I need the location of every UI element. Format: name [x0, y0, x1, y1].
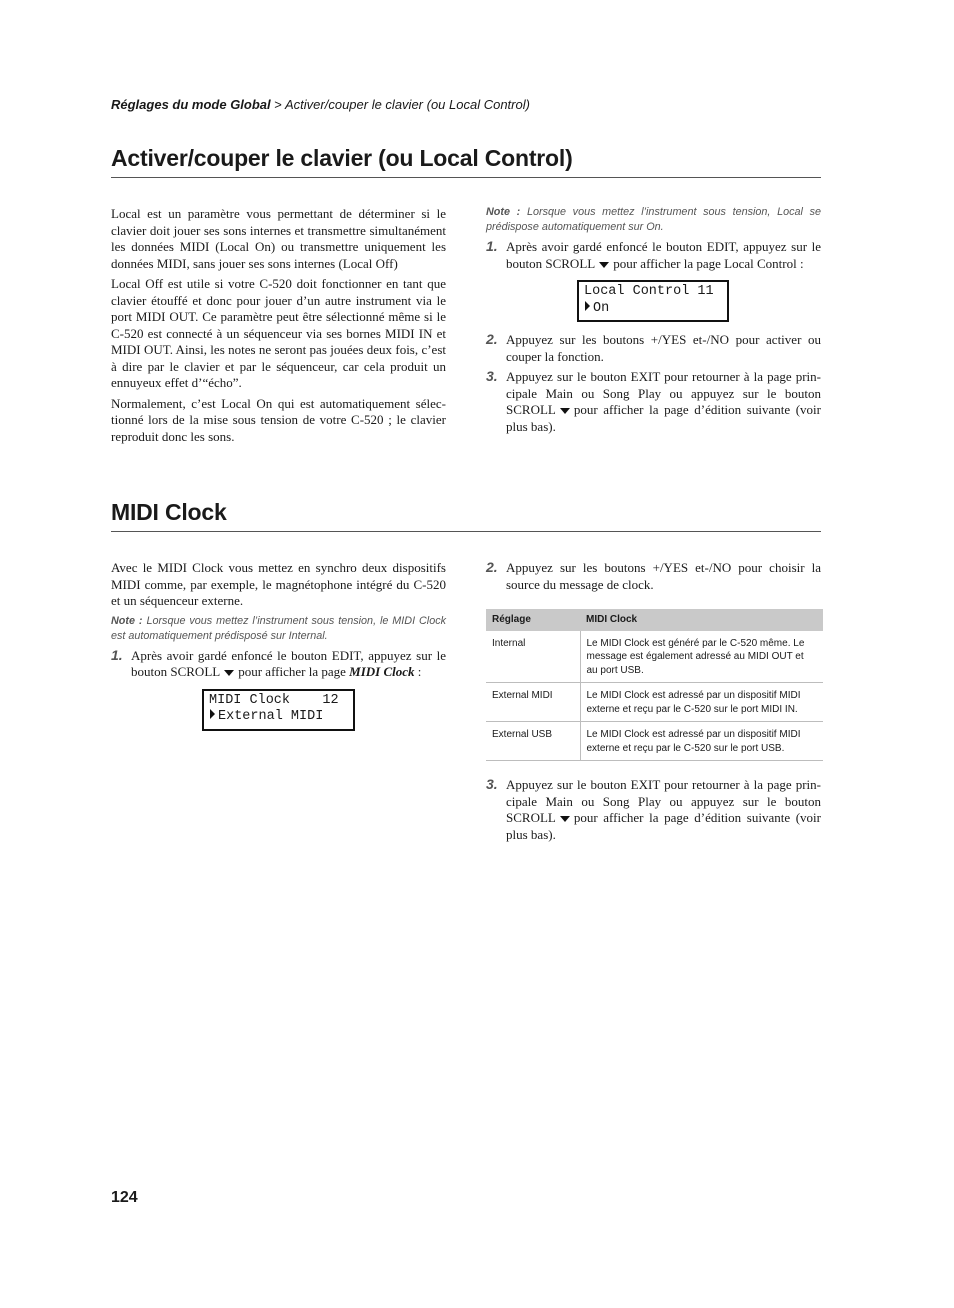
step-text: Après avoir gardé enfoncé le bouton EDIT, appuyez sur le bouton SCROLL	[506, 239, 821, 271]
step-item	[486, 560, 821, 593]
step-number: 3.	[486, 776, 498, 792]
step-text: Appuyez sur le bouton EXIT pour retourner à la page principale Main ou Song Play ou appuyez sur le bouton SCROLL	[506, 777, 821, 825]
step-item	[486, 239, 821, 272]
table-row	[486, 683, 823, 722]
midi-clock-table	[486, 609, 823, 761]
midi-clock-steps	[486, 560, 823, 847]
step-number: 1.	[486, 238, 498, 254]
note-text: Lorsque vous mettez l’instrument sous tension, le MIDI Clock est automatiquement prédisposé sur Internal.	[111, 614, 447, 642]
page-name: MIDI Clock	[349, 664, 415, 679]
table-cell: Internal	[486, 631, 580, 683]
table-cell: Le MIDI Clock est adressé par un dispositif MIDI externe et reçu par le C-520 sur le port USB.	[580, 722, 823, 761]
breadcrumb-section: Réglages du mode Global	[111, 97, 271, 112]
table-row	[486, 722, 823, 761]
paragraph: Avec le MIDI Clock vous mettez en synchro deux dispositifs MIDI comme, par exemple, le magnétophone intégré du C-520 et un séquenceur externe.	[111, 560, 446, 608]
table-cell: Le MIDI Clock est généré par le C-520 même. Le message est également adressé au MIDI OUT et au port USB.	[580, 631, 823, 683]
lcd-line-2: External MIDI	[218, 709, 324, 724]
table-cell: External MIDI	[486, 683, 580, 722]
step-text: pour afficher la page	[238, 664, 346, 679]
step-number: 1.	[111, 646, 123, 663]
table-row	[486, 631, 823, 683]
section-title-local-control: Activer/couper le clavier (ou Local Control)	[111, 145, 573, 171]
step-item	[486, 369, 821, 435]
note-label: Note :	[111, 614, 143, 627]
lcd-display	[202, 689, 355, 731]
step-number: 2.	[486, 331, 498, 347]
lcd-line-2: On	[593, 300, 610, 316]
scroll-down-arrow-icon	[224, 670, 234, 676]
table-header: Réglage	[486, 609, 580, 631]
step-number: 2.	[486, 559, 498, 575]
step-item	[486, 332, 821, 365]
scroll-down-arrow-icon	[560, 408, 570, 414]
breadcrumb-separator: >	[274, 97, 282, 112]
breadcrumb	[111, 97, 530, 112]
note-label: Note :	[486, 206, 521, 218]
paragraph: Local est un paramètre vous permettant de déterminer si le clavier doit jouer ses sons internes et transmettre simultanément les données MIDI (Local On) ou transmettre uniquement les données MIDI, sans jouer ses sons internes (Local Off)	[111, 206, 446, 271]
section-divider	[111, 531, 821, 532]
lcd-line-1: Local Control 11	[584, 284, 714, 299]
step-text: pour afficher la page Local Control :	[613, 255, 804, 271]
midi-clock-intro	[111, 560, 446, 731]
section-divider	[111, 177, 821, 178]
note-text: Lorsque vous mettez l’instrument sous tension, Local se prédispose automatiquement sur On.	[486, 206, 822, 233]
step-item	[486, 777, 821, 843]
step-item	[111, 648, 446, 681]
lcd-display	[577, 280, 729, 322]
note	[111, 614, 446, 644]
step-text: Appuyez sur les boutons +/YES et-/NO pour choisir la source du message de clock.	[506, 560, 821, 592]
table-cell: Le MIDI Clock est adressé par un dispositif MIDI externe et reçu par le C-520 sur le port MIDI IN.	[580, 683, 823, 722]
cursor-arrow-icon	[585, 301, 590, 311]
step-text: pour afficher la page d’édition suivante (voir plus bas).	[506, 810, 821, 842]
step-text: :	[414, 664, 422, 679]
page-number: 124	[111, 1189, 138, 1206]
scroll-down-arrow-icon	[599, 262, 609, 268]
local-control-steps	[486, 205, 821, 439]
table-header: MIDI Clock	[580, 609, 823, 631]
step-number: 3.	[486, 368, 498, 384]
step-text: pour afficher la page d’édition suivante (voir plus bas).	[506, 402, 821, 434]
step-text: Appuyez sur le bouton EXIT pour retourner à la page principale Main ou Song Play ou appuyez sur le bouton SCROLL	[506, 369, 821, 417]
local-control-body	[111, 206, 446, 449]
section-title-midi-clock: MIDI Clock	[111, 499, 227, 525]
scroll-down-arrow-icon	[560, 816, 570, 822]
table-cell: External USB	[486, 722, 580, 761]
paragraph: Normalement, c’est Local On qui est automatiquement sélectionné lors de la mise sous tension de votre C-520 ; le clavier reproduit donc les sons.	[111, 395, 446, 444]
breadcrumb-page: Activer/couper le clavier (ou Local Control)	[285, 97, 530, 112]
note	[486, 205, 821, 235]
table-header-row	[486, 609, 823, 631]
step-text: Appuyez sur les boutons +/YES et-/NO pour activer ou couper la fonction.	[506, 332, 821, 364]
lcd-line-1: MIDI Clock 12	[209, 692, 339, 708]
paragraph: Local Off est utile si votre C-520 doit fonctionner en tant que clavier étouffé et donc pour jouer d’un autre instrument via le port MIDI OUT. Ce paramètre peut être sélectionné même si le C-520 est connecté à un séquenceur via ses bornes MIDI IN et MIDI OUT. Ainsi, les notes ne seront pas jouées deux fois, c’est à dire par le clavier et par le séquenceur, car cela produit un ennuyeux effet d’“écho”.	[111, 276, 446, 390]
cursor-arrow-icon	[210, 709, 215, 719]
step-text: Après avoir gardé enfoncé le bouton EDIT, appuyez sur le bouton SCROLL	[131, 647, 446, 679]
